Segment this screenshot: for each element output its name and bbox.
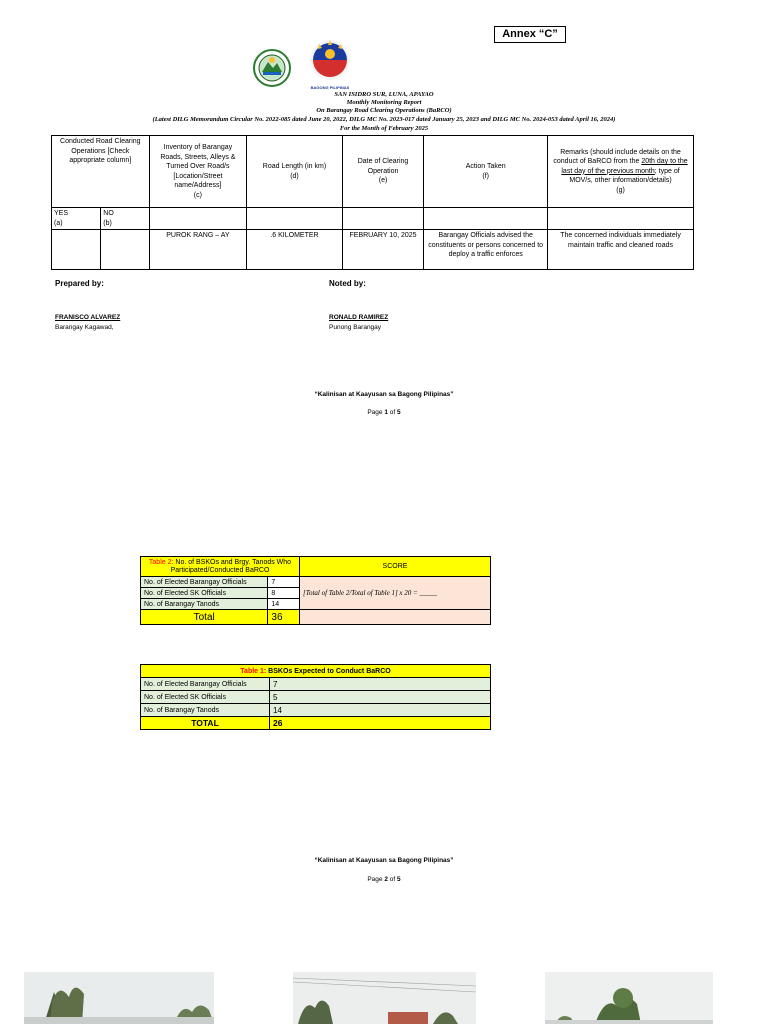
table2-row-value: 8 bbox=[268, 588, 300, 599]
page-prefix: Page bbox=[367, 409, 385, 416]
header-road-length-letter: (d) bbox=[290, 172, 299, 180]
page-total: 5 bbox=[397, 876, 401, 883]
motto-page2: “Kalinisan at Kaayusan sa Bagong Pilipinas” bbox=[314, 857, 454, 864]
yes-check-cell bbox=[52, 230, 101, 270]
row-location: PUROK RANG – AY bbox=[149, 230, 247, 270]
table2-score-empty bbox=[300, 610, 491, 625]
table2-row-label: No. of Elected SK Officials bbox=[141, 588, 268, 599]
table1-row-label: No. of Elected Barangay Officials bbox=[141, 678, 270, 691]
no-check-cell bbox=[101, 230, 149, 270]
table2-row-value: 7 bbox=[268, 577, 300, 588]
table1-expected bbox=[140, 664, 491, 730]
header-conducted bbox=[52, 136, 150, 208]
yes-label: YES bbox=[54, 210, 69, 217]
noted-by-label: Noted by: bbox=[329, 279, 366, 288]
row-remarks: The concerned individuals immediately maintain traffic and cleaned roads bbox=[548, 230, 694, 270]
header-action bbox=[424, 136, 548, 208]
prepared-by-label: Prepared by: bbox=[55, 279, 104, 288]
header-date bbox=[342, 136, 424, 208]
empty-cell bbox=[149, 208, 247, 230]
header-action-letter: (f) bbox=[482, 172, 489, 180]
empty-cell bbox=[424, 208, 548, 230]
header-date-letter: (e) bbox=[378, 177, 388, 185]
table1-total-value: 26 bbox=[270, 717, 491, 730]
page-prefix: Page bbox=[367, 876, 385, 883]
header-inventory bbox=[149, 136, 247, 208]
table2-row-label: No. of Elected Barangay Officials bbox=[141, 577, 268, 588]
page-of: of bbox=[387, 876, 398, 883]
header-line-reference: (Latest DILG Memorandum Circular No. 2022-085 dated June 20, 2022, DILG MC No. 2023-017 dated January 25, 2023 and DILG MC No. 2024-053 dated April 16, 2024) bbox=[152, 116, 616, 123]
photo-road-clearing-2 bbox=[293, 972, 476, 1024]
header-inventory-text: Inventory of Barangay Roads, Streets, Alleys & Turned Over Road/s [Location/Street name/Address] bbox=[160, 144, 236, 189]
noted-by-position: Punong Barangay bbox=[329, 324, 382, 331]
annex-label: Annex “C” bbox=[494, 26, 566, 43]
page-current: 1 bbox=[384, 409, 388, 416]
table2-score-header: SCORE bbox=[300, 557, 491, 577]
header-remarks-letter: (g) bbox=[616, 186, 625, 194]
page-of: of bbox=[387, 409, 398, 416]
table2-participants bbox=[140, 556, 491, 625]
motto-page1: “Kalinisan at Kaayusan sa Bagong Pilipinas” bbox=[314, 391, 454, 398]
header-date-text: Date of Clearing Operation bbox=[357, 158, 409, 175]
header-conducted-text: Conducted Road Clearing Operations [Check appropriate column] bbox=[60, 138, 141, 164]
photo-road-clearing-1 bbox=[24, 972, 214, 1024]
table1-row-value: 7 bbox=[270, 678, 491, 691]
table2-total-value: 36 bbox=[268, 610, 300, 625]
prepared-by-position: Barangay Kagawad, bbox=[55, 324, 114, 331]
empty-cell bbox=[247, 208, 343, 230]
header-line-title: Monthly Monitoring Report bbox=[346, 99, 422, 106]
table1-row-value: 5 bbox=[270, 691, 491, 704]
header-line-month: For the Month of February 2025 bbox=[339, 125, 429, 132]
table2-row-label: No. of Barangay Tanods bbox=[141, 599, 268, 610]
table2-title bbox=[141, 557, 300, 577]
table1-title bbox=[141, 665, 491, 678]
page-total: 5 bbox=[397, 409, 401, 416]
table2-row-value: 14 bbox=[268, 599, 300, 610]
page-current: 2 bbox=[384, 876, 388, 883]
header-remarks-text: Remarks (should include details on the conduct of BaRCO from the bbox=[553, 148, 681, 166]
header-line-location: SAN ISIDRO SUR, LUNA, APAYAO bbox=[334, 91, 434, 98]
row-date: FEBRUARY 10, 2025 bbox=[342, 230, 424, 270]
barangay-seal-logo bbox=[248, 48, 296, 88]
table1-row-value: 14 bbox=[270, 704, 491, 717]
no-label: NO bbox=[103, 210, 114, 217]
yes-column-header bbox=[52, 208, 101, 230]
empty-cell bbox=[548, 208, 694, 230]
header-remarks-underlined: 20th day to the last day of the previous month bbox=[561, 158, 688, 175]
table1-row-label: No. of Elected SK Officials bbox=[141, 691, 270, 704]
row-action: Barangay Officials advised the constituents or persons concerned to deploy a traffic enforces bbox=[424, 230, 548, 270]
prepared-by-name: FRANISCO ALVAREZ bbox=[55, 314, 121, 321]
header-remarks-text-end: ; type of MOV/s, other information/details) bbox=[569, 167, 680, 185]
header-action-text: Action Taken bbox=[465, 163, 506, 170]
bagong-pilipinas-text: BAGONG PILIPINAS bbox=[310, 85, 350, 90]
table1-title-text: BSKOs Expected to Conduct BaRCO bbox=[266, 667, 391, 675]
yes-letter: (a) bbox=[54, 219, 63, 227]
header-remarks bbox=[548, 136, 694, 208]
empty-cell bbox=[342, 208, 424, 230]
header-road-length bbox=[247, 136, 343, 208]
table1-row-label: No. of Barangay Tanods bbox=[141, 704, 270, 717]
no-column-header bbox=[101, 208, 149, 230]
no-letter: (b) bbox=[103, 219, 112, 227]
header-road-length-text: Road Length (in km) bbox=[262, 163, 327, 170]
photo-road-clearing-3 bbox=[545, 972, 713, 1024]
bagong-pilipinas-logo bbox=[305, 38, 355, 88]
header-line-subject: On Barangay Road Clearing Operations (BaRCO) bbox=[316, 107, 452, 114]
table1-title-label: Table 1: bbox=[240, 667, 267, 675]
page-number-1 bbox=[0, 409, 768, 416]
table2-title-text: No. of BSKOs and Brgy. Tanods Who Participated/Conducted BaRCO bbox=[170, 558, 292, 574]
row-length: .6 KILOMETER bbox=[247, 230, 343, 270]
table2-score-formula: [Total of Table 2/Total of Table 1] x 20 = _____ bbox=[300, 577, 491, 610]
noted-by-name: RONALD RAMIREZ bbox=[329, 314, 389, 321]
header-inventory-letter: (c) bbox=[193, 191, 202, 199]
monitoring-report-table bbox=[51, 135, 694, 270]
table1-total-label: TOTAL bbox=[141, 717, 270, 730]
table2-title-label: Table 2: bbox=[148, 558, 174, 566]
page-number-2 bbox=[0, 876, 768, 883]
table2-total-label: Total bbox=[141, 610, 268, 625]
